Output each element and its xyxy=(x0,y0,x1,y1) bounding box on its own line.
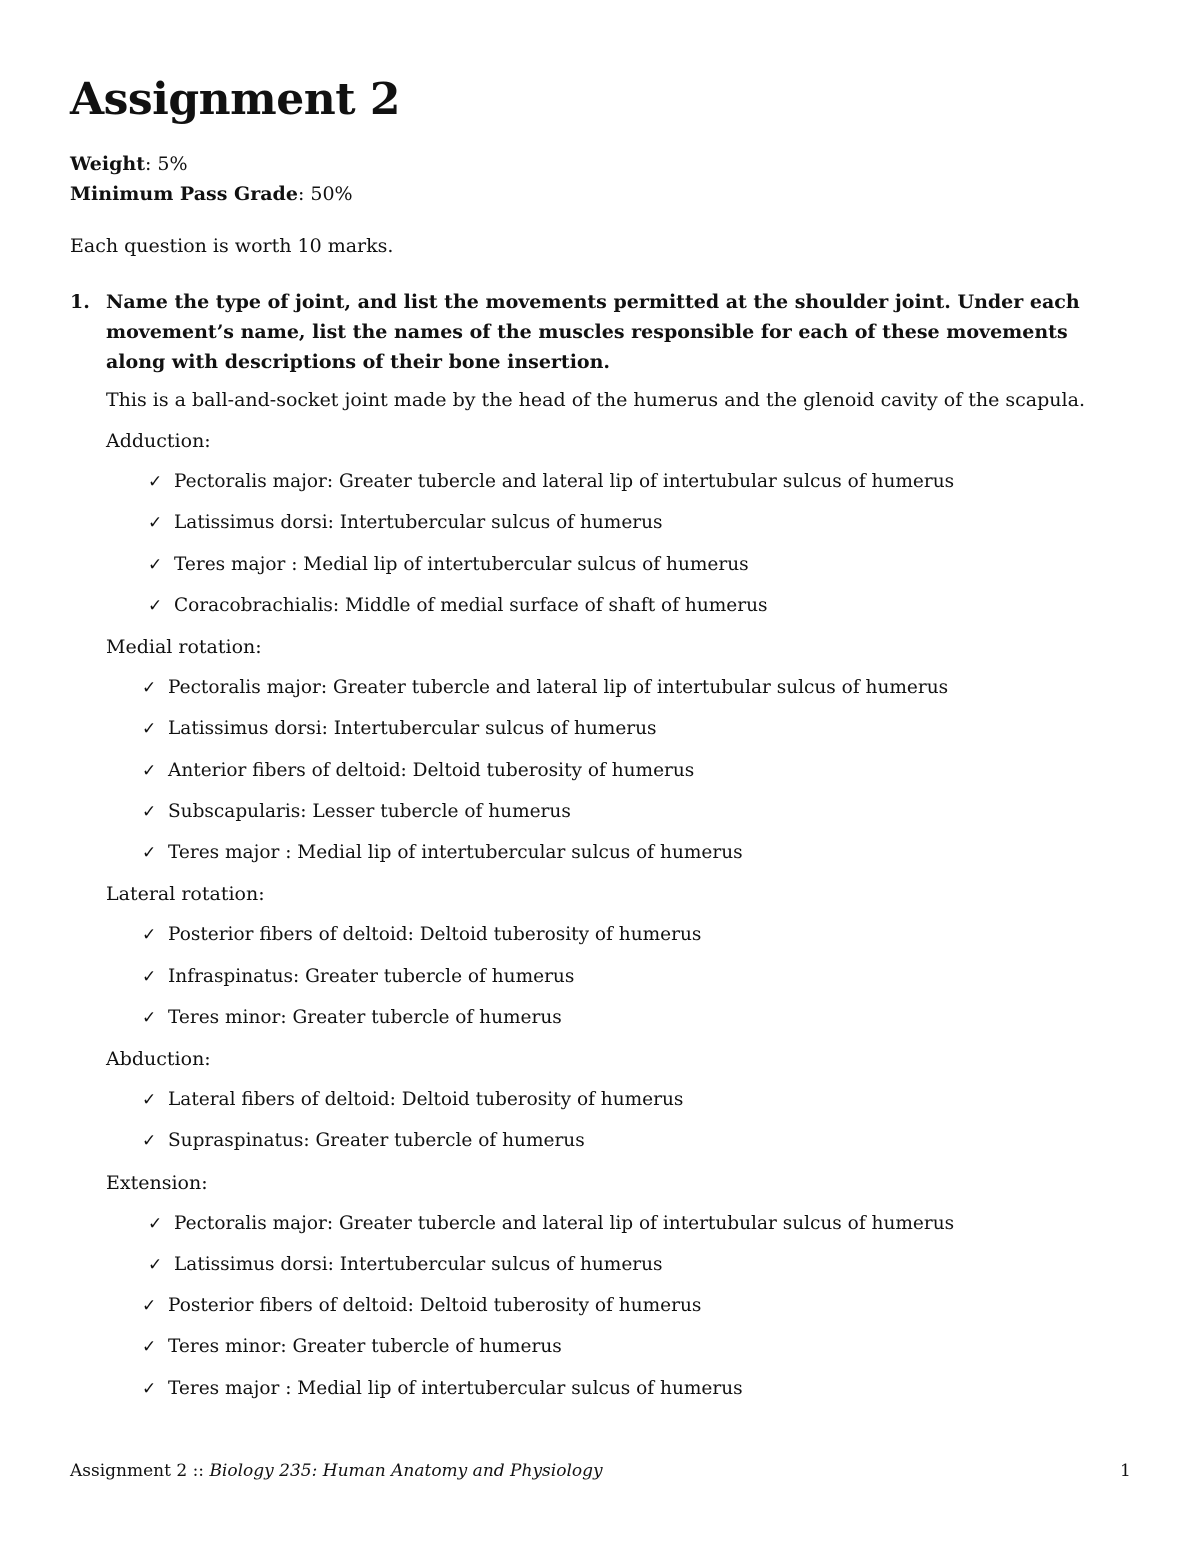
movement-heading: Medial rotation: xyxy=(106,636,262,658)
muscle-list-item xyxy=(148,469,954,495)
intro-text: Each question is worth 10 marks. xyxy=(70,235,394,257)
weight-line xyxy=(70,151,188,177)
muscle-insertion-text: Subscapularis: Lesser tubercle of humerus xyxy=(168,800,571,822)
muscle-list-item xyxy=(142,1087,683,1113)
muscle-insertion-text: Teres minor: Greater tubercle of humerus xyxy=(168,1006,562,1028)
muscle-list-item xyxy=(148,510,663,536)
muscle-list-item xyxy=(148,1211,954,1237)
check-icon: ✓ xyxy=(142,1131,157,1152)
movement-heading: Abduction: xyxy=(106,1048,211,1070)
check-icon: ✓ xyxy=(142,678,157,699)
check-icon: ✓ xyxy=(142,719,157,740)
muscle-list-item xyxy=(142,840,743,866)
muscle-list-item xyxy=(148,593,768,619)
min-pass-label: Minimum Pass Grade xyxy=(70,183,298,205)
muscle-list-item xyxy=(142,675,948,701)
movement-heading: Lateral rotation: xyxy=(106,883,265,906)
question-1 xyxy=(70,287,1130,377)
muscle-insertion-text: Pectoralis major: Greater tubercle and lateral lip of intertubular sulcus of humerus xyxy=(174,471,955,493)
footer-assignment: Assignment 2 :: xyxy=(70,1461,210,1481)
muscle-list-item xyxy=(142,1376,743,1402)
muscle-insertion-text: Teres major : Medial lip of intertubercular sulcus of humerus xyxy=(168,1377,743,1399)
muscle-list-item xyxy=(142,922,701,948)
page-footer xyxy=(70,1459,603,1483)
muscle-list-item xyxy=(142,758,694,784)
movement-heading: Extension: xyxy=(106,1171,208,1194)
check-icon: ✓ xyxy=(142,760,157,781)
check-icon: ✓ xyxy=(148,595,163,616)
muscle-insertion-text: Latissimus dorsi: Intertubercular sulcus of humerus xyxy=(174,1254,663,1275)
muscle-insertion-text: Teres major : Medial lip of intertubercular sulcus of humerus xyxy=(168,842,743,863)
muscle-list-item xyxy=(142,1293,701,1319)
muscle-insertion-text: Latissimus dorsi: Intertubercular sulcus of humerus xyxy=(174,512,663,534)
page-title: Assignment 2 xyxy=(70,74,400,125)
muscle-insertion-text: Pectoralis major: Greater tubercle and lateral lip of intertubular sulcus of humerus xyxy=(168,677,949,699)
weight-label: Weight xyxy=(70,153,145,175)
check-icon: ✓ xyxy=(142,1378,157,1399)
check-icon: ✓ xyxy=(148,513,163,534)
question-text: Name the type of joint, and list the movements permitted at the shoulder joint. Under each movement’s name, list the names of the muscles responsible for each of these movements along with descriptions of their bone insertion. xyxy=(106,291,1080,373)
page-number: 1 xyxy=(1120,1461,1131,1481)
answer-intro: This is a ball-and-socket joint made by the head of the humerus and the glenoid cavity of the scapula. xyxy=(106,389,1085,411)
muscle-list-item xyxy=(142,1334,562,1360)
muscle-insertion-text: Posterior fibers of deltoid: Deltoid tuberosity of humerus xyxy=(168,924,702,946)
check-icon: ✓ xyxy=(142,843,157,863)
check-icon: ✓ xyxy=(142,1090,157,1111)
muscle-insertion-text: Latissimus dorsi: Intertubercular sulcus of humerus xyxy=(168,718,657,740)
check-icon: ✓ xyxy=(142,925,157,946)
weight-value: : 5% xyxy=(144,153,188,175)
muscle-list-item xyxy=(148,552,749,578)
muscle-insertion-text: Posterior fibers of deltoid: Deltoid tuberosity of humerus xyxy=(168,1295,702,1317)
check-icon: ✓ xyxy=(142,1337,157,1358)
check-icon: ✓ xyxy=(148,554,163,575)
check-icon: ✓ xyxy=(148,1213,163,1234)
muscle-list-item xyxy=(142,1005,562,1031)
min-pass-value: : 50% xyxy=(297,183,353,205)
muscle-list-item xyxy=(148,1252,663,1278)
check-icon: ✓ xyxy=(142,1296,157,1317)
check-icon: ✓ xyxy=(142,1007,157,1028)
question-number: 1. xyxy=(70,291,90,313)
muscle-insertion-text: Lateral fibers of deltoid: Deltoid tuberosity of humerus xyxy=(168,1089,684,1111)
muscle-list-item xyxy=(142,1128,585,1154)
muscle-list-item xyxy=(142,716,657,742)
check-icon: ✓ xyxy=(148,1255,163,1275)
footer-course: Biology 235: Human Anatomy and Physiology xyxy=(209,1461,603,1481)
muscle-insertion-text: Teres major : Medial lip of intertubercular sulcus of humerus xyxy=(174,553,749,575)
muscle-insertion-text: Coracobrachialis: Middle of medial surface of shaft of humerus xyxy=(174,594,768,616)
check-icon: ✓ xyxy=(148,472,163,493)
min-pass-line xyxy=(70,181,353,207)
check-icon: ✓ xyxy=(142,966,157,987)
muscle-insertion-text: Anterior fibers of deltoid: Deltoid tuberosity of humerus xyxy=(168,759,695,781)
muscle-insertion-text: Teres minor: Greater tubercle of humerus xyxy=(168,1336,562,1358)
movement-heading: Adduction: xyxy=(106,430,211,452)
muscle-insertion-text: Pectoralis major: Greater tubercle and lateral lip of intertubular sulcus of humerus xyxy=(174,1212,955,1234)
muscle-insertion-text: Infraspinatus: Greater tubercle of humerus xyxy=(168,965,575,987)
muscle-insertion-text: Supraspinatus: Greater tubercle of humerus xyxy=(168,1130,585,1152)
check-icon: ✓ xyxy=(142,801,157,822)
muscle-list-item xyxy=(142,799,571,825)
muscle-list-item xyxy=(142,964,574,990)
